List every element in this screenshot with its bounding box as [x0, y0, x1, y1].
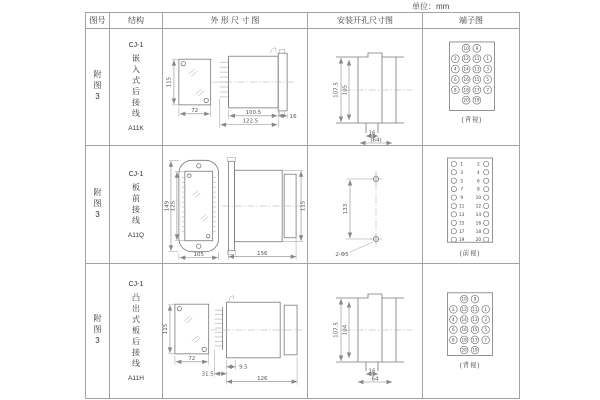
outline-drawing-row1 [163, 29, 307, 146]
svg-text:15: 15 [458, 220, 465, 226]
dim-cutout-width: 64 [371, 376, 379, 383]
dim-step-length: 31.5 [201, 371, 214, 378]
unit-label: 单位：mm [412, 2, 450, 11]
terminal-pins [451, 54, 459, 93]
dim-slot-width: 16 [368, 368, 376, 375]
dim-side-length: 156 [257, 250, 268, 257]
outline-drawing-row2 [163, 146, 307, 264]
cutout-view [334, 294, 413, 383]
fig-no-label: 附图3 [93, 187, 102, 222]
header-terminal: 端子图 [423, 13, 519, 29]
svg-text:12: 12 [463, 55, 469, 61]
side-view [213, 47, 297, 127]
hole-spec-label: 2-Φ5 [335, 251, 349, 258]
svg-text:19: 19 [458, 237, 465, 243]
svg-text:18: 18 [475, 229, 482, 235]
dim-front-width: 72 [188, 355, 196, 362]
terminal-cell-row2 [423, 146, 519, 264]
model-label: CJ-1 [128, 170, 144, 178]
svg-text:17: 17 [472, 337, 478, 343]
structure-desc: 板前接线 [131, 182, 141, 227]
svg-text:8: 8 [452, 337, 455, 343]
svg-text:1: 1 [460, 161, 464, 167]
terminal-pins [462, 44, 470, 104]
svg-text:2: 2 [476, 161, 480, 167]
svg-text:9: 9 [475, 45, 479, 51]
svg-text:15: 15 [474, 76, 480, 82]
svg-text:14: 14 [475, 212, 482, 218]
svg-text:18: 18 [461, 337, 467, 343]
svg-text:12: 12 [461, 306, 467, 312]
svg-text:1: 1 [486, 55, 489, 61]
install-cell-row2 [308, 146, 423, 264]
outline-cell-row1 [163, 29, 308, 146]
terminal-cell-row3 [423, 264, 519, 398]
svg-text:9: 9 [460, 195, 464, 201]
dim-cutout-inner-height: 105 [342, 84, 349, 95]
svg-text:10: 10 [461, 296, 467, 302]
dim-cutout-inner-height: 104 [342, 324, 349, 336]
terminal-view-caption: (前视) [459, 249, 481, 257]
terminal-pins [460, 295, 468, 354]
header-fig-no: 图号 [86, 13, 110, 29]
install-cell-row1 [308, 29, 423, 146]
dim-front-height: 115 [166, 76, 173, 87]
type-code: A11Q [127, 231, 145, 239]
dim-front-width: 72 [191, 107, 199, 114]
svg-text:19: 19 [472, 347, 478, 353]
svg-text:16: 16 [475, 220, 482, 226]
svg-text:13: 13 [474, 66, 480, 72]
svg-text:5: 5 [460, 178, 464, 184]
svg-text:7: 7 [484, 337, 488, 343]
header-outline: 外 形 尺 寸 图 [163, 13, 308, 29]
terminal-pins [451, 161, 464, 243]
install-drawing-row2 [308, 146, 422, 264]
structure-cell-row1 [110, 29, 163, 146]
fig-no-cell-row1 [86, 29, 110, 146]
terminal-pins [450, 306, 458, 344]
fig-no-cell-row3 [86, 264, 110, 398]
svg-text:6: 6 [476, 178, 480, 184]
terminal-drawing-row3 [423, 264, 519, 398]
front-view [163, 304, 209, 365]
svg-text:1: 1 [484, 306, 488, 312]
header-install: 安装开孔尺寸图 [308, 13, 423, 29]
svg-text:17: 17 [458, 229, 465, 235]
svg-text:7: 7 [486, 86, 489, 92]
terminal-view-caption: (背视) [461, 115, 483, 123]
svg-text:13: 13 [458, 212, 465, 218]
svg-text:15: 15 [472, 327, 478, 333]
terminal-drawing-row2 [423, 146, 519, 264]
terminal-pins [471, 295, 479, 354]
svg-text:14: 14 [461, 317, 467, 323]
dim-body-length: 100.5 [245, 109, 262, 116]
outline-drawing-row3 [163, 264, 307, 398]
model-label: CJ-1 [128, 42, 144, 49]
spec-table [85, 12, 520, 399]
structure-desc: 嵌入式后接线 [131, 54, 141, 120]
dim-hole-spacing: 133 [343, 203, 349, 214]
svg-text:3: 3 [460, 170, 464, 176]
dim-cutout-outer-height: 107.5 [333, 81, 340, 98]
svg-text:11: 11 [458, 204, 465, 210]
dim-side-height: 115 [300, 200, 307, 211]
svg-text:5: 5 [484, 327, 488, 333]
terminal-drawing-row1 [423, 29, 519, 146]
svg-text:16: 16 [461, 327, 467, 333]
header-structure: 结构 [110, 13, 163, 29]
type-code: A11H [128, 374, 144, 382]
structure-cell-row3 [110, 264, 163, 398]
dim-front-outer-height: 149 [164, 200, 171, 211]
dim-front-height: 115 [163, 323, 169, 335]
svg-text:10: 10 [463, 45, 469, 51]
fig-no-cell-row2 [86, 146, 110, 264]
dim-front-inner-height: 125 [170, 200, 177, 211]
svg-text:9: 9 [473, 296, 477, 302]
svg-text:6: 6 [452, 327, 455, 333]
svg-text:12: 12 [475, 204, 482, 210]
terminal-view-caption: (背视) [459, 362, 481, 370]
svg-text:18: 18 [463, 86, 469, 92]
svg-text:8: 8 [454, 86, 457, 92]
svg-text:14: 14 [463, 66, 469, 72]
svg-text:11: 11 [474, 55, 480, 61]
dim-total-length: 126 [257, 376, 268, 383]
svg-text:3: 3 [486, 66, 489, 72]
front-view [164, 160, 218, 259]
dim-pin-length: 9.5 [239, 364, 248, 371]
terminal-cell-row1 [423, 29, 519, 146]
svg-text:17: 17 [474, 86, 480, 92]
install-drawing-row1 [308, 29, 422, 146]
drill-holes-view [335, 171, 382, 258]
dim-flange-width: 16 [289, 113, 297, 120]
svg-text:5: 5 [486, 76, 489, 82]
terminal-pins [476, 161, 489, 243]
structure-cell-row2 [110, 146, 163, 264]
outline-cell-row3 [163, 264, 308, 398]
dim-cutout-outer-height: 107.5 [333, 322, 340, 338]
svg-text:13: 13 [472, 317, 478, 323]
svg-text:2: 2 [452, 306, 455, 312]
cutout-view [334, 53, 413, 144]
terminal-pins [482, 306, 490, 344]
front-view [166, 59, 210, 117]
dim-total-length: 122.5 [242, 118, 259, 125]
svg-text:4: 4 [454, 66, 457, 72]
model-label: CJ-1 [128, 280, 144, 288]
svg-text:20: 20 [475, 237, 482, 243]
install-drawing-row3 [308, 264, 422, 398]
dim-cutout-width: (64) [370, 137, 382, 143]
svg-text:6: 6 [454, 76, 457, 82]
svg-text:20: 20 [461, 347, 467, 353]
dim-front-width: 105 [193, 251, 204, 258]
terminal-pins [473, 44, 481, 104]
install-cell-row3 [308, 264, 423, 398]
svg-text:3: 3 [484, 317, 488, 323]
svg-text:4: 4 [452, 317, 455, 323]
side-view [223, 157, 307, 259]
fig-no-label: 附图3 [93, 70, 102, 104]
svg-text:8: 8 [476, 187, 480, 193]
svg-text:19: 19 [474, 97, 480, 103]
dim-slot-width: 16 [368, 130, 376, 136]
svg-text:7: 7 [460, 187, 464, 193]
svg-text:11: 11 [472, 306, 478, 312]
svg-text:16: 16 [463, 76, 469, 82]
svg-text:2: 2 [454, 55, 457, 61]
svg-text:20: 20 [463, 97, 469, 103]
fig-no-label: 附图3 [93, 314, 102, 348]
structure-desc: 凸出式板后接线 [131, 292, 141, 370]
side-view [202, 296, 303, 385]
type-code: A11K [128, 125, 144, 132]
svg-text:4: 4 [476, 170, 480, 176]
svg-text:10: 10 [475, 195, 482, 201]
terminal-pins [484, 54, 492, 93]
outline-cell-row2 [163, 146, 308, 264]
